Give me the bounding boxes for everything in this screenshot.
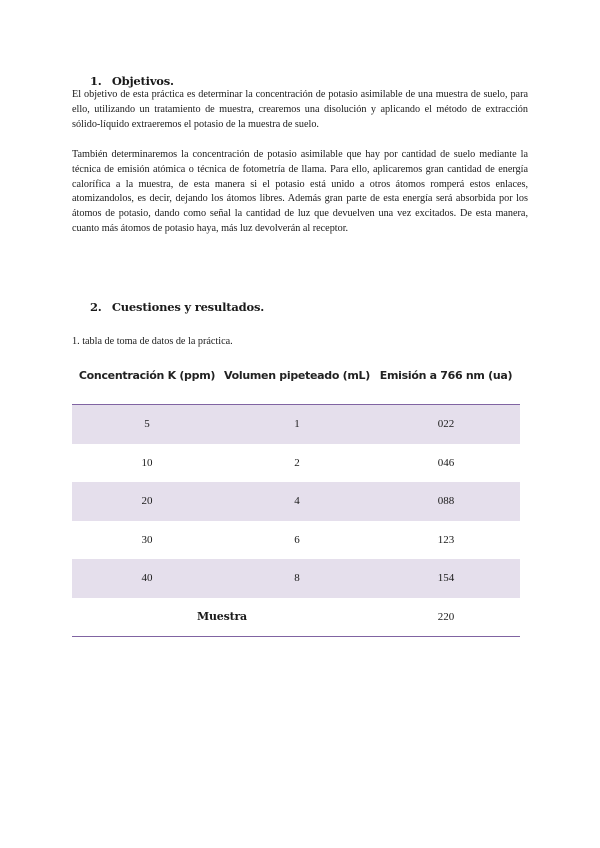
header-emission: Emisión a 766 nm (ua) <box>379 369 513 382</box>
cell-volume: 8 <box>294 572 300 585</box>
header-volume: Volumen pipeteado (mL) <box>224 369 370 382</box>
table-row <box>72 405 520 444</box>
cell-emission: 123 <box>437 533 455 546</box>
header-concentration: Concentración K (ppm) <box>78 369 216 382</box>
cell-sample-emission: 220 <box>437 610 455 623</box>
table-row <box>72 444 520 483</box>
cell-concentration: 40 <box>141 572 153 585</box>
cell-concentration: 5 <box>144 418 150 431</box>
paragraph-objective: El objetivo de esta práctica es determinar la concentración de potasio asimilable de una muestra de suelo, para ello, utilizando un tratamiento de muestra, crearemos una disolución y aplicando el método de extracción sólido-líquido extraeremos el potasio de la muestra de suelo. <box>72 89 528 130</box>
table-row <box>72 559 520 598</box>
section-heading-cuestiones <box>90 300 264 314</box>
table-row <box>72 521 520 560</box>
section-title: Cuestiones y resultados. <box>111 300 265 314</box>
cell-concentration: 30 <box>141 533 153 546</box>
cell-emission: 088 <box>437 495 455 508</box>
cell-emission: 154 <box>437 572 455 585</box>
cell-emission: 046 <box>437 456 455 469</box>
cell-sample-label: Muestra <box>197 610 247 623</box>
cell-volume: 2 <box>294 456 300 469</box>
paragraph-technique: También determinaremos la concentración de potasio asimilable que hay por cantidad de suelo mediante la técnica de emisión atómica o técnica de fotometría de llama. Para ello, aplicaremos gran cantidad de energía calorífica a la muestra, de esta manera si el potasio está unido a otros átomos romperá estos enlaces, atomizandolos, es decir, dejando los átomos libres. Además gran parte de esta energía será absorbida por los átomos de potasio, dando como señal la cantidad de luz que devuelven una vez excitados. De esta manera, cuanto más átomos de potasio haya, más luz devolverán al receptor. <box>72 149 528 234</box>
table-row <box>72 482 520 521</box>
cell-volume: 4 <box>294 495 300 508</box>
cell-concentration: 20 <box>141 495 153 508</box>
cell-volume: 6 <box>294 533 300 546</box>
cell-concentration: 10 <box>141 456 153 469</box>
table-row-sample <box>72 598 520 637</box>
section-number: 2. <box>90 300 102 314</box>
section-title: Objetivos. <box>111 74 174 88</box>
section-heading-objetivos <box>90 74 174 88</box>
table-header <box>72 364 520 405</box>
table-caption: 1. tabla de toma de datos de la práctica. <box>72 336 233 347</box>
cell-volume: 1 <box>294 418 300 431</box>
section-number: 1. <box>90 74 102 88</box>
cell-emission: 022 <box>437 418 455 431</box>
data-table <box>72 364 520 637</box>
